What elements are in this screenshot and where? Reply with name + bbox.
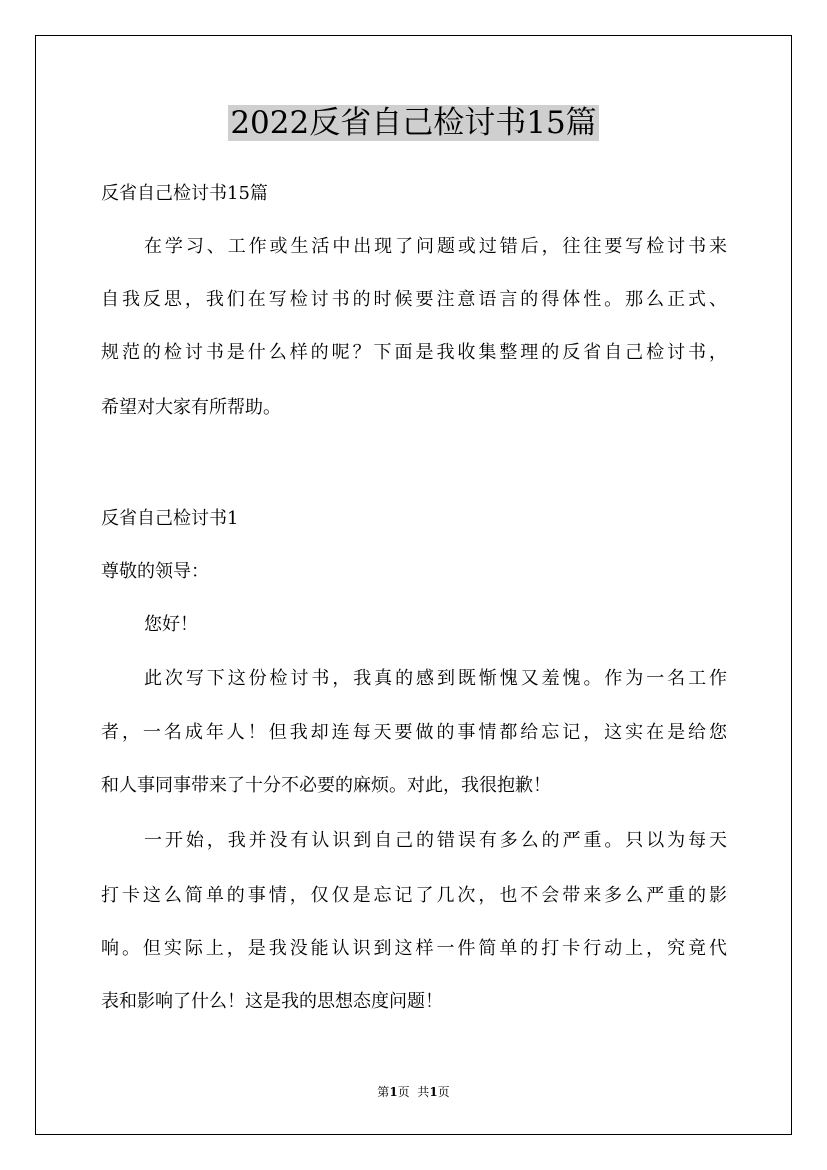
paragraph-line: 者，一名成年人！但我却连每天要做的事情都给忘记，这实在是给您 bbox=[101, 722, 727, 743]
subtitle: 反省自己检讨书15篇 bbox=[101, 183, 268, 204]
paragraph-line: 打卡这么简单的事情，仅仅是忘记了几次，也不会带来多么严重的影 bbox=[101, 885, 727, 906]
intro-line: 自我反思，我们在写检讨书的时候要注意语言的得体性。那么正式、 bbox=[101, 289, 727, 310]
paragraph-line: 一开始，我并没有认识到自己的错误有多么的严重。只以为每天 bbox=[144, 830, 727, 851]
paragraph-line: 此次写下这份检讨书，我真的感到既惭愧又羞愧。作为一名工作 bbox=[144, 668, 727, 689]
document-title bbox=[0, 98, 827, 148]
footer-total-suffix: 页 bbox=[437, 1085, 450, 1099]
intro-line: 规范的检讨书是什么样的呢？下面是我收集整理的反省自己检讨书， bbox=[101, 342, 727, 363]
section-heading: 反省自己检讨书1 bbox=[101, 508, 239, 529]
intro-line: 在学习、工作或生活中出现了问题或过错后，往往要写检讨书来 bbox=[144, 236, 727, 257]
paragraph-line: 表和影响了什么！这是我的思想态度问题！ bbox=[101, 991, 443, 1012]
intro-line: 希望对大家有所帮助。 bbox=[101, 397, 281, 418]
footer-page-number: 1 bbox=[389, 1085, 398, 1099]
paragraph-line: 响。但实际上，是我没能认识到这样一件简单的打卡行动上，究竟代 bbox=[101, 938, 727, 959]
title-text: 2022反省自己检讨书15篇 bbox=[230, 105, 597, 141]
page-footer bbox=[0, 1082, 827, 1102]
salutation: 尊敬的领导： bbox=[101, 561, 209, 582]
footer-page-prefix: 第 bbox=[377, 1085, 390, 1099]
footer-page-suffix: 页 共 bbox=[397, 1085, 430, 1099]
footer-total-pages: 1 bbox=[429, 1085, 438, 1099]
paragraph-line: 和人事同事带来了十分不必要的麻烦。对此，我很抱歉！ bbox=[101, 775, 551, 796]
greeting: 您好！ bbox=[144, 614, 198, 635]
